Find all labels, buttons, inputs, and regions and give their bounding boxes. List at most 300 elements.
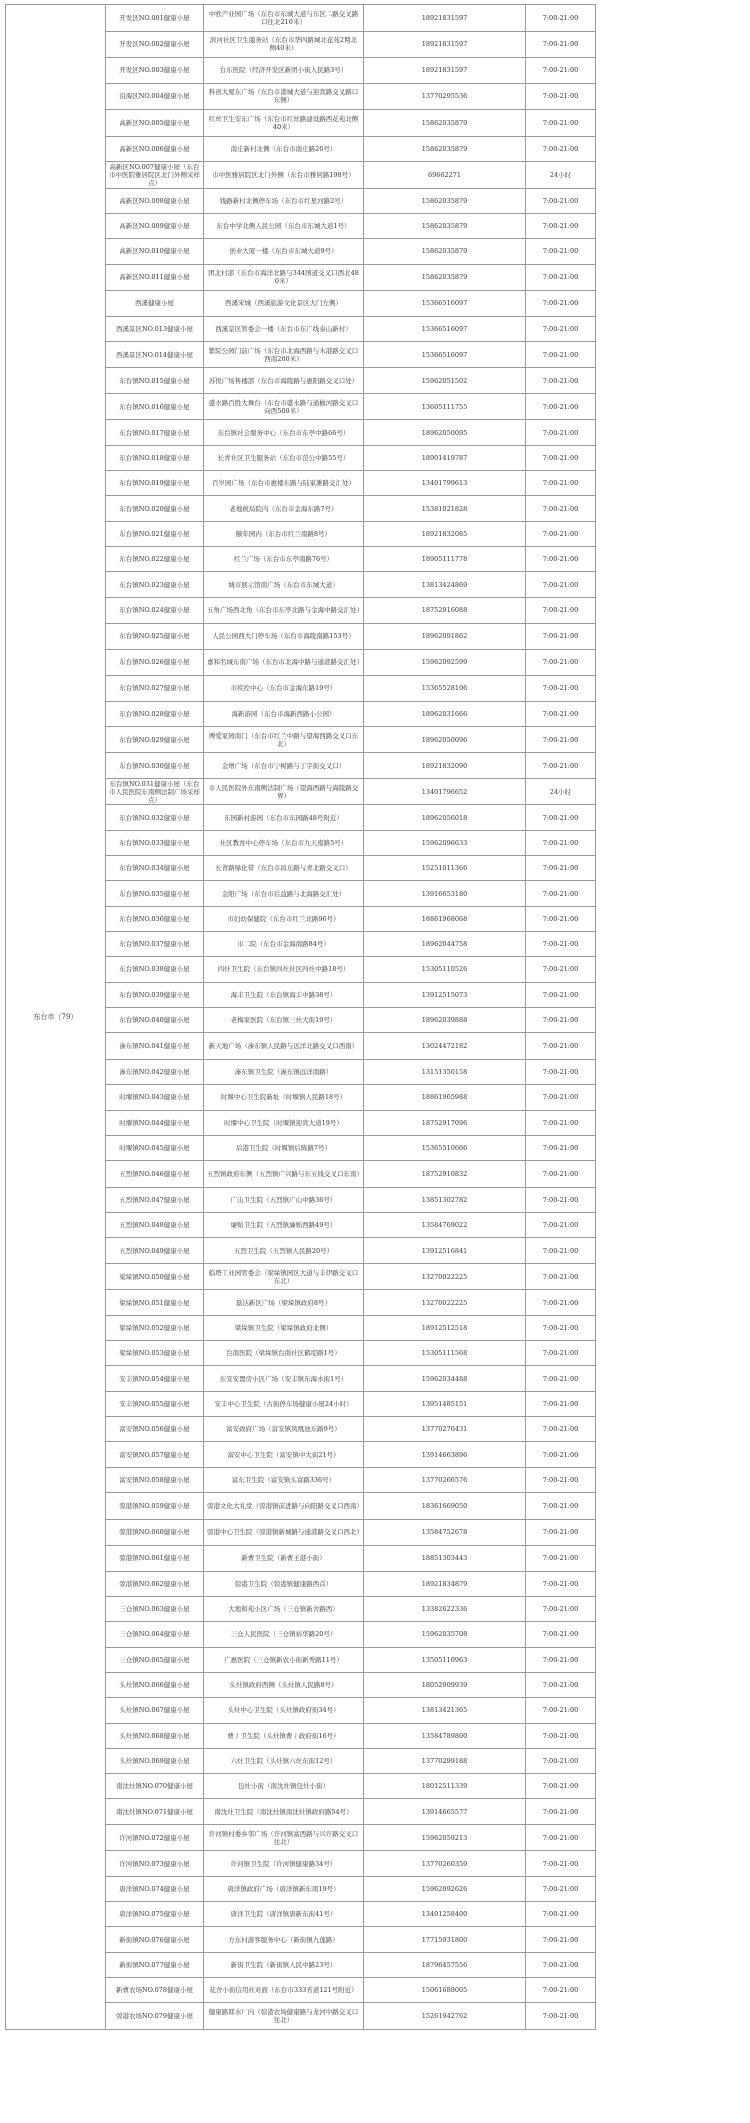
phone-cell: 18962056018 (364, 805, 526, 830)
phone-cell: 15366516097 (364, 316, 526, 341)
address-cell: 东台中学北侧人民公园（东台市东城大道1号） (204, 213, 364, 238)
table-row (6, 649, 746, 676)
hours-cell: 7:00-21:00 (526, 597, 596, 624)
cabin-name-cell: 东台镇NO.037健康小屋 (106, 932, 204, 957)
phone-cell: 13912516841 (364, 1238, 526, 1263)
cabin-name-cell: 东台镇NO.019健康小屋 (106, 471, 204, 496)
cabin-name-cell: 时堰镇NO.044健康小屋 (106, 1110, 204, 1135)
table-row (6, 1876, 746, 1901)
cabin-name-cell: 唐洋镇NO.074健康小屋 (106, 1876, 204, 1901)
table-row (6, 624, 746, 649)
phone-cell: 18861965988 (364, 1085, 526, 1110)
table-row (6, 496, 746, 521)
phone-cell: 13382622336 (364, 1596, 526, 1621)
table-row (6, 188, 746, 213)
address-cell: 时堰中心卫生院新址（时堰镇人民路18号） (204, 1085, 364, 1110)
table-row (6, 1161, 746, 1188)
table-row (6, 1085, 746, 1110)
table-row (6, 1442, 746, 1467)
address-cell: 头灶中心卫生院（头灶镇政府街34号） (204, 1698, 364, 1723)
hours-cell: 7:00-21:00 (526, 213, 596, 238)
cabin-name-cell: 东台镇NO.024健康小屋 (106, 597, 204, 624)
table-row (6, 1315, 746, 1340)
address-cell: 磊达新区广场（梁垛镇政府8号） (204, 1290, 364, 1315)
table-row (6, 1213, 746, 1238)
table-row (6, 597, 746, 624)
address-cell: 科创大厦东广场（东台市港城大道与迎宾路交叉路口东侧） (204, 83, 364, 110)
hours-cell: 7:00-21:00 (526, 1442, 596, 1467)
hours-cell: 7:00-21:00 (526, 1596, 596, 1621)
hours-cell: 7:00-21:00 (526, 701, 596, 726)
phone-cell: 18361669050 (364, 1493, 526, 1520)
phone-cell: 15962035708 (364, 1622, 526, 1647)
address-cell: 市妇幼保健院（东台市红兰北路96号） (204, 906, 364, 931)
cabin-name-cell: 头灶镇NO.067健康小屋 (106, 1698, 204, 1723)
address-cell: 市人民医院外东南侧法制广场（望海西路与海陵路交界） (204, 778, 364, 805)
address-cell: 金增广场（东台市宁树路与丁字街交叉口） (204, 753, 364, 778)
table-row (6, 1927, 746, 1952)
cabin-name-cell: 东台镇NO.036健康小屋 (106, 906, 204, 931)
cabin-name-cell: 时堰镇NO.045健康小屋 (106, 1135, 204, 1160)
table-row (6, 1978, 746, 2003)
table-body (6, 5, 746, 2030)
hours-cell: 7:00-21:00 (526, 1085, 596, 1110)
hours-cell: 7:00-21:00 (526, 496, 596, 521)
hours-cell: 7:00-21:00 (526, 1187, 596, 1212)
phone-cell: 15261942762 (364, 2003, 526, 2030)
cabin-name-cell: 东台镇NO.028健康小屋 (106, 701, 204, 726)
phone-cell: 15962092599 (364, 649, 526, 676)
phone-cell: 18962039888 (364, 1007, 526, 1032)
address-cell: 方东村游客服务中心（新街镇九莲路） (204, 1927, 364, 1952)
hours-cell: 7:00-21:00 (526, 1902, 596, 1927)
table-row (6, 1467, 746, 1492)
cabin-name-cell: 东台镇NO.015健康小屋 (106, 368, 204, 393)
table-row (6, 1366, 746, 1391)
table-row (6, 291, 746, 316)
phone-cell: 18752917096 (364, 1110, 526, 1135)
cabin-name-cell: 高新区NO.005健康小屋 (106, 110, 204, 137)
cabin-name-cell: 东台镇NO.022健康小屋 (106, 547, 204, 572)
table-row (6, 1622, 746, 1647)
address-cell: 台南医院（梁垛镇台南社区鹤堤路1号） (204, 1341, 364, 1366)
hours-cell: 7:00-21:00 (526, 1876, 596, 1901)
address-cell: 老地税局院内（东台市金海东路7号） (204, 496, 364, 521)
hours-cell: 7:00-21:00 (526, 1161, 596, 1188)
hours-cell: 7:00-21:00 (526, 2003, 596, 2030)
address-cell: 三仓人民医院（三仓镇裕华路20号） (204, 1622, 364, 1647)
cabin-name-cell: 头灶镇NO.066健康小屋 (106, 1672, 204, 1697)
phone-cell: 18752916088 (364, 597, 526, 624)
address-cell: 城市展示馆南广场（东台市东城大道） (204, 572, 364, 597)
phone-cell: 13851302782 (364, 1187, 526, 1212)
cabin-name-cell: 东台镇NO.020健康小屋 (106, 496, 204, 521)
table-row (6, 1417, 746, 1442)
address-cell: 金阳广场（东台市后益路与北海路交汇处） (204, 881, 364, 906)
hours-cell: 7:00-21:00 (526, 1391, 596, 1416)
address-cell: 苏悦广场售楼部（东台市海陵路与惠阳路交叉口处） (204, 368, 364, 393)
phone-cell: 13770270431 (364, 1417, 526, 1442)
hours-cell: 7:00-21:00 (526, 1493, 596, 1520)
hours-cell: 7:00-21:00 (526, 726, 596, 753)
cabin-name-cell: 东台镇NO.017健康小屋 (106, 420, 204, 445)
phone-cell: 18962031666 (364, 701, 526, 726)
address-cell: 人民公园西大门停车场（东台市海陵南路153号） (204, 624, 364, 649)
hours-cell: 7:00-21:00 (526, 1723, 596, 1748)
phone-cell: 13914663896 (364, 1442, 526, 1467)
hours-cell: 7:00-21:00 (526, 291, 596, 316)
phone-cell: 13916653180 (364, 881, 526, 906)
cabin-name-cell: 东台镇NO.029健康小屋 (106, 726, 204, 753)
cabin-name-cell: 西溪健康小屋 (106, 291, 204, 316)
address-cell: 老梅家医院（东台镇三灶大街19号） (204, 1007, 364, 1032)
address-cell: 弶港中心卫生院（弶港镇新城路与通港路交叉口西北） (204, 1519, 364, 1546)
table-row (6, 31, 746, 58)
phone-cell: 15862035879 (364, 188, 526, 213)
table-row (6, 1799, 746, 1824)
address-cell: 东台镇社会服务中心（东台市东亭中路66号） (204, 420, 364, 445)
phone-cell: 15862035879 (364, 136, 526, 161)
table-row (6, 1187, 746, 1212)
phone-cell: 18921832085 (364, 521, 526, 546)
table-row (6, 1723, 746, 1748)
address-cell: 颐年园内（东台市红兰南路8号） (204, 521, 364, 546)
table-row (6, 83, 746, 110)
table-row (6, 932, 746, 957)
hours-cell: 7:00-21:00 (526, 982, 596, 1007)
hours-cell: 7:00-21:00 (526, 1417, 596, 1442)
cabin-name-cell: 东台镇NO.034健康小屋 (106, 856, 204, 881)
cabin-name-cell: 弶港镇NO.062健康小屋 (106, 1571, 204, 1596)
address-cell: 中欧产业园广场（东台市东城大道与东区二路交叉路口往北210米） (204, 5, 364, 32)
address-cell: 时堰中心卫生院（时堰镇迎宾大道19号） (204, 1110, 364, 1135)
phone-cell: 13770295536 (364, 83, 526, 110)
address-cell: 许河镇村委乡邻广场（许河镇富西路与兴许路交叉口往北） (204, 1824, 364, 1851)
hours-cell: 7:00-21:00 (526, 906, 596, 931)
address-cell: 钱路新村北侧停车场（东台市红星河路2号） (204, 188, 364, 213)
phone-cell: 15962096633 (364, 830, 526, 855)
table-row (6, 1851, 746, 1876)
hours-cell: 7:00-21:00 (526, 264, 596, 291)
hours-cell: 7:00-21:00 (526, 1366, 596, 1391)
phone-cell: 13505110963 (364, 1647, 526, 1672)
address-cell: 唐洋卫生院（唐洋镇唐新东街41号） (204, 1902, 364, 1927)
cabin-name-cell: 新曹农场NO.078健康小屋 (106, 1978, 204, 2003)
cabin-name-cell: 头灶镇NO.069健康小屋 (106, 1748, 204, 1773)
hours-cell: 7:00-21:00 (526, 856, 596, 881)
hours-cell: 7:00-21:00 (526, 1799, 596, 1824)
address-cell: 市二院（东台市金海南路84号） (204, 932, 364, 957)
table-row (6, 726, 746, 753)
address-cell: 曹丿卫生院（头灶镇曹丿政府街16号） (204, 1723, 364, 1748)
address-cell: 五角广场西北角（东台市东亭北路与金海中路交汇处） (204, 597, 364, 624)
table-row (6, 830, 746, 855)
cabin-name-cell: 东台镇NO.030健康小屋 (106, 753, 204, 778)
table-row (6, 1774, 746, 1799)
phone-cell: 13770260359 (364, 1851, 526, 1876)
table-row (6, 547, 746, 572)
address-cell: 廉贻卫生院（五烈镇廉贻西路49号） (204, 1213, 364, 1238)
address-cell: 弶港卫生院（弶港镇健康路西首） (204, 1571, 364, 1596)
phone-cell: 18962091862 (364, 624, 526, 649)
hours-cell: 7:00-21:00 (526, 1290, 596, 1315)
hours-cell: 7:00-21:00 (526, 445, 596, 470)
hours-cell: 7:00-21:00 (526, 1110, 596, 1135)
table-row (6, 1110, 746, 1135)
table-row (6, 805, 746, 830)
cabin-name-cell: 弶港镇NO.060健康小屋 (106, 1519, 204, 1546)
cabin-name-cell: 富安镇NO.056健康小屋 (106, 1417, 204, 1442)
address-cell: 富安政府广场（富安镇凤凰池东路9号） (204, 1417, 364, 1442)
address-cell: 五烈镇政府东侧（五烈镇广兴路与东五线交叉口东南） (204, 1161, 364, 1188)
table-row (6, 1672, 746, 1697)
hours-cell: 7:00-21:00 (526, 110, 596, 137)
phone-cell: 18921831597 (364, 31, 526, 58)
phone-cell: 15061688005 (364, 1978, 526, 2003)
address-cell: 新街卫生院（新街镇人民中路23号） (204, 1952, 364, 1977)
address-cell: 滨河社区卫生服务站（东台市华四路城北花苑2期北侧40米） (204, 31, 364, 58)
table-row (6, 1059, 746, 1084)
hours-cell: 7:00-21:00 (526, 1851, 596, 1876)
phone-cell: 17715931800 (364, 1927, 526, 1952)
cabin-name-cell: 富安镇NO.057健康小屋 (106, 1442, 204, 1467)
address-cell: 健康路耶水厂内（弶港农场健康路与龙河中路交叉口往北） (204, 2003, 364, 2030)
phone-cell: 15962051502 (364, 368, 526, 393)
address-cell: 花舍小街信用社对面（东台市333省道121号附近） (204, 1978, 364, 2003)
cabin-name-cell: 五烈镇NO.048健康小屋 (106, 1213, 204, 1238)
phone-cell: 15366516097 (364, 291, 526, 316)
cabin-name-cell: 高新区NO.011健康小屋 (106, 264, 204, 291)
phone-cell: 18052909939 (364, 1672, 526, 1697)
address-cell: 嘉和名城东南广场（东台市北海中路与通港路交汇处） (204, 649, 364, 676)
hours-cell: 7:00-21:00 (526, 393, 596, 420)
phone-cell: 18962050096 (364, 726, 526, 753)
cabin-name-cell: 时堰镇NO.043健康小屋 (106, 1085, 204, 1110)
cabin-name-cell: 高新区NO.008健康小屋 (106, 188, 204, 213)
cabin-name-cell: 东台镇NO.033健康小屋 (106, 830, 204, 855)
phone-cell: 18796457556 (364, 1952, 526, 1977)
cabin-name-cell: 五烈镇NO.046健康小屋 (106, 1161, 204, 1188)
phone-cell: 13024472182 (364, 1033, 526, 1060)
hours-cell: 7:00-21:00 (526, 753, 596, 778)
cabin-name-cell: 东台镇NO.025健康小屋 (106, 624, 204, 649)
hours-cell: 7:00-21:00 (526, 239, 596, 264)
phone-cell: 15305110526 (364, 957, 526, 982)
address-cell: 安丰中心卫生院（古街停车场健康小屋24小时） (204, 1391, 364, 1416)
table-row (6, 906, 746, 931)
phone-cell: 13270022225 (364, 1263, 526, 1290)
phone-cell: 15366516097 (364, 341, 526, 368)
hours-cell: 7:00-21:00 (526, 188, 596, 213)
table-row (6, 1341, 746, 1366)
phone-cell: 15251011366 (364, 856, 526, 881)
cabin-name-cell: 溱东镇NO.042健康小屋 (106, 1059, 204, 1084)
hours-cell: 7:00-21:00 (526, 1007, 596, 1032)
hours-cell: 7:00-21:00 (526, 58, 596, 83)
table-row (6, 572, 746, 597)
address-cell: 西溪宋城（西溪旅游文化景区大门左侧） (204, 291, 364, 316)
phone-cell: 15862035879 (364, 213, 526, 238)
table-row (6, 341, 746, 368)
hours-cell: 7:00-21:00 (526, 805, 596, 830)
phone-cell: 15962059213 (364, 1824, 526, 1851)
hours-cell: 24小时 (526, 778, 596, 805)
hours-cell: 7:00-21:00 (526, 1213, 596, 1238)
cabin-name-cell: 五烈镇NO.047健康小屋 (106, 1187, 204, 1212)
hours-cell: 7:00-21:00 (526, 1033, 596, 1060)
table-row (6, 856, 746, 881)
hours-cell: 7:00-21:00 (526, 1647, 596, 1672)
hours-cell: 7:00-21:00 (526, 1978, 596, 2003)
table-row (6, 1596, 746, 1621)
cabin-name-cell: 东台镇NO.026健康小屋 (106, 649, 204, 676)
table-row (6, 420, 746, 445)
cabin-name-cell: 东台镇NO.016健康小屋 (106, 393, 204, 420)
table-row (6, 1698, 746, 1723)
hours-cell: 7:00-21:00 (526, 881, 596, 906)
cabin-name-cell: 高新区NO.010健康小屋 (106, 239, 204, 264)
address-cell: 盛水路百胜大舞台（东台市盛水路与通榆河路交叉口向西500米） (204, 393, 364, 420)
address-cell: 海新游园（东台市海新西路小公园） (204, 701, 364, 726)
phone-cell: 13584769022 (364, 1213, 526, 1238)
table-row (6, 316, 746, 341)
table-row (6, 136, 746, 161)
cabin-name-cell: 高新区NO.007健康小屋（东台市中医院雅居院区北门外侧采样点） (106, 162, 204, 189)
address-cell: 博爱家园南门（东台市红兰中路与望海西路交叉口东北） (204, 726, 364, 753)
phone-cell: 13605111755 (364, 393, 526, 420)
table-row (6, 1952, 746, 1977)
hours-cell: 7:00-21:00 (526, 1927, 596, 1952)
phone-cell: 15305111568 (364, 1341, 526, 1366)
cabin-name-cell: 头灶镇NO.068健康小屋 (106, 1723, 204, 1748)
table-row (6, 2003, 746, 2030)
phone-cell: 13401258400 (364, 1902, 526, 1927)
table-row (6, 1902, 746, 1927)
cabin-name-cell: 三仓镇NO.064健康小屋 (106, 1622, 204, 1647)
hours-cell: 7:00-21:00 (526, 572, 596, 597)
hours-cell: 7:00-21:00 (526, 1341, 596, 1366)
hours-cell: 7:00-21:00 (526, 1698, 596, 1723)
cabin-name-cell: 高新区NO.006健康小屋 (106, 136, 204, 161)
hours-cell: 7:00-21:00 (526, 521, 596, 546)
cabin-name-cell: 东台镇NO.018健康小屋 (106, 445, 204, 470)
phone-cell: 13401796652 (364, 778, 526, 805)
table-row (6, 701, 746, 726)
phone-cell: 13914665577 (364, 1799, 526, 1824)
phone-cell: 13813424869 (364, 572, 526, 597)
cabin-name-cell: 梁垛镇NO.052健康小屋 (106, 1315, 204, 1340)
cabin-name-cell: 东台镇NO.021健康小屋 (106, 521, 204, 546)
cabin-name-cell: 东台镇NO.040健康小屋 (106, 1007, 204, 1032)
cabin-name-cell: 梁垛镇NO.050健康小屋 (106, 1263, 204, 1290)
table-row (6, 753, 746, 778)
cabin-name-cell: 沿海区NO.004健康小屋 (106, 83, 204, 110)
address-cell: 南庄新村北侧（东台市南庄路26号） (204, 136, 364, 161)
address-cell: 四灶卫生院（东台镇四灶社区四灶中路18号） (204, 957, 364, 982)
cabin-name-cell: 开发区NO.001健康小屋 (106, 5, 204, 32)
phone-cell: 18905111778 (364, 547, 526, 572)
cabin-name-cell: 西溪景区NO.013健康小屋 (106, 316, 204, 341)
hours-cell: 7:00-21:00 (526, 83, 596, 110)
hours-cell: 7:00-21:00 (526, 316, 596, 341)
hours-cell: 7:00-21:00 (526, 1952, 596, 1977)
cabin-name-cell: 三仓镇NO.065健康小屋 (106, 1647, 204, 1672)
phone-cell: 18012511339 (364, 1774, 526, 1799)
cabin-name-cell: 唐洋镇NO.075健康小屋 (106, 1902, 204, 1927)
address-cell: 唐洋镇政府广场（唐洋镇新东南19号） (204, 1876, 364, 1901)
cabin-name-cell: 弶港农场NO.079健康小屋 (106, 2003, 204, 2030)
hours-cell: 7:00-21:00 (526, 1546, 596, 1571)
address-cell: 长青路绿化带（东台市昌东路与青北路交叉口） (204, 856, 364, 881)
cabin-name-cell: 梁垛镇NO.051健康小屋 (106, 1290, 204, 1315)
table-row (6, 58, 746, 83)
address-cell: 六灶卫生院（头灶镇六灶东街12号） (204, 1748, 364, 1773)
hours-cell: 7:00-21:00 (526, 1263, 596, 1290)
address-cell: 新曹卫生院（新曹王港小街） (204, 1546, 364, 1571)
table-row (6, 1519, 746, 1546)
address-cell: 团北村部（东台市海洋北路与344国道交叉口西北480米） (204, 264, 364, 291)
table-row (6, 1391, 746, 1416)
hours-cell: 7:00-21:00 (526, 1135, 596, 1160)
cabin-name-cell: 东台镇NO.038健康小屋 (106, 957, 204, 982)
address-cell: 台东医院（经济开发区新团小街人民路3号） (204, 58, 364, 83)
phone-cell: 18861968068 (364, 906, 526, 931)
cabin-name-cell: 开发区NO.002健康小屋 (106, 31, 204, 58)
cabin-name-cell: 新街镇NO.076健康小屋 (106, 1927, 204, 1952)
address-cell: 百岁园广场（东台市惠楼东路与陆家滩路交汇处） (204, 471, 364, 496)
table-row (6, 445, 746, 470)
table-row (6, 1007, 746, 1032)
address-cell: 广山卫生院（五烈镇广山中路36号） (204, 1187, 364, 1212)
address-cell: 长青社区卫生服务站（东台市范公中路55号） (204, 445, 364, 470)
cabin-name-cell: 安丰镇NO.055健康小屋 (106, 1391, 204, 1416)
table-row (6, 162, 746, 189)
hours-cell: 7:00-21:00 (526, 932, 596, 957)
address-cell: 许河镇卫生院（许河镇健康路34号） (204, 1851, 364, 1876)
hours-cell: 7:00-21:00 (526, 471, 596, 496)
cabin-name-cell: 西溪景区NO.014健康小屋 (106, 341, 204, 368)
address-cell: 东园新村游园（东台市东园路48号附近） (204, 805, 364, 830)
phone-cell: 18921832090 (364, 753, 526, 778)
address-cell: 梁垛镇卫生院（梁垛镇政府北侧） (204, 1315, 364, 1340)
phone-cell: 13584752678 (364, 1519, 526, 1546)
phone-cell: 18912512518 (364, 1315, 526, 1340)
phone-cell: 13151350158 (364, 1059, 526, 1084)
hours-cell: 7:00-21:00 (526, 957, 596, 982)
address-cell: 大地和苑小区广场（三仓镇新舍路西） (204, 1596, 364, 1621)
table-row (6, 1238, 746, 1263)
hours-cell: 7:00-21:00 (526, 830, 596, 855)
phone-cell: 18851303443 (364, 1546, 526, 1571)
cabin-name-cell: 新街镇NO.077健康小屋 (106, 1952, 204, 1977)
table-row (6, 471, 746, 496)
table-row (6, 393, 746, 420)
cabin-name-cell: 南沈灶镇NO.071健康小屋 (106, 1799, 204, 1824)
phone-cell: 69662271 (364, 162, 526, 189)
address-cell: 红兰广场（东台市东亭南路76号） (204, 547, 364, 572)
cabin-name-cell: 三仓镇NO.063健康小屋 (106, 1596, 204, 1621)
phone-cell: 13770299188 (364, 1748, 526, 1773)
address-cell: 头灶镇政府西侧（头灶镇人民路8号） (204, 1672, 364, 1697)
table-row (6, 213, 746, 238)
table-row (6, 982, 746, 1007)
table-row (6, 957, 746, 982)
table-row (6, 521, 746, 546)
phone-cell: 15962034488 (364, 1366, 526, 1391)
hours-cell: 7:00-21:00 (526, 676, 596, 701)
cabin-name-cell: 弶港镇NO.059健康小屋 (106, 1493, 204, 1520)
table-row (6, 1493, 746, 1520)
